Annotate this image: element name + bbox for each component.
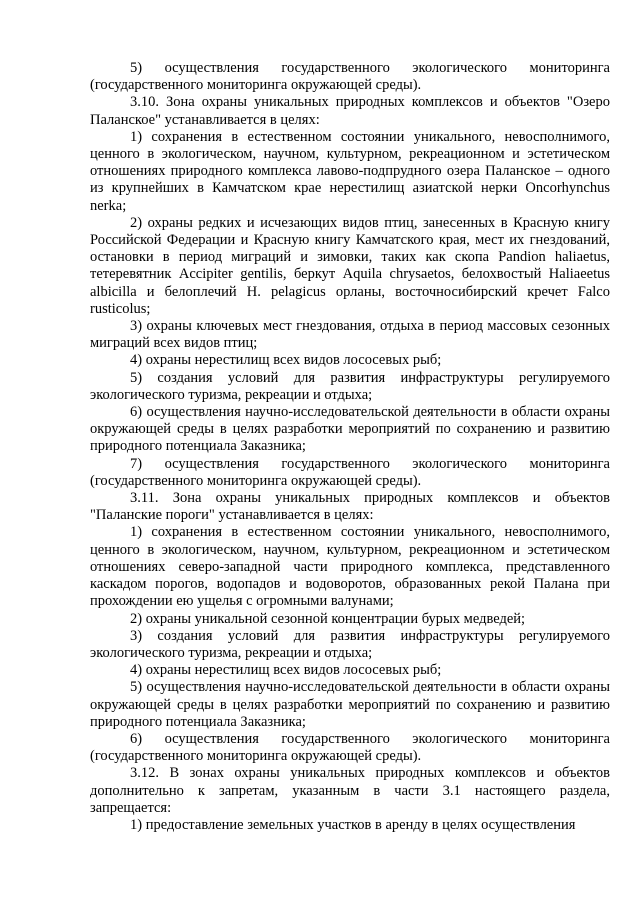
paragraph-item-2-bears: 2) охраны уникальной сезонной концентрации бурых медведей; <box>130 610 526 627</box>
paragraph-item-6-research: 6) осуществления научно-исследовательской деятельности в области охраны окружающей среды в целях разработки мероприятий по сохранению и развитию природного потенциала Заказника; <box>90 404 610 455</box>
paragraph-item-5-tourism: 5) создания условий для развития инфраструктуры регулируемого экологического туризма, рекреации и отдыха; <box>90 369 610 403</box>
paragraph-item-1-lake: 1) сохранения в естественном состоянии уникального, невосполнимого, ценного в экологическом, научном, культурном, рекреационном и эстетическом отношениях природного комплекса лавово-подпрудного озера Паланское – одного из крупнейших в Камчатском крае нерестилищ азиатской нерки Oncorhynchus nerka; <box>90 128 610 214</box>
paragraph-item-6-monitoring: 6) осуществления государственного экологического мониторинга (государственного мониторинга окружающей среды). <box>90 730 610 765</box>
paragraph-item-4-spawning: 4) охраны нерестилищ всех видов лососевых рыб; <box>130 352 442 369</box>
paragraph-item-4-spawning-2: 4) охраны нерестилищ всех видов лососевых рыб; <box>130 662 442 679</box>
paragraph-item-2-birds: 2) охраны редких и исчезающих видов птиц, занесенных в Красную книгу Российской Федерации и Красную книгу Камчатского края, мест их гнездований, остановки в период миграций и зимовки, таких как скопа Pandion haliaetus, тетеревятник Accipiter gentilis, беркут Aquila chrysaetos, белохвостый Haliaeetus albicilla и белоплечий H. pelagicus орланы, восточносибирский кречет Falco rusticolus; <box>90 214 610 317</box>
document-page <box>90 60 610 834</box>
paragraph-item-3-nesting: 3) охраны ключевых мест гнездования, отдыха в период массовых сезонных миграций всех видов птиц; <box>90 318 610 352</box>
paragraph-section-3-12: 3.12. В зонах охраны уникальных природных комплексов и объектов дополнительно к запретам, указанным в части 3.1 настоящего раздела, запрещается: <box>90 765 610 816</box>
paragraph-item-5-monitoring: 5) осуществления государственного экологического мониторинга (государственного мониторинга окружающей среды). <box>90 60 610 94</box>
paragraph-item-7-monitoring: 7) осуществления государственного экологического мониторинга (государственного мониторинга окружающей среды). <box>90 455 610 489</box>
paragraph-item-1-land-lease: 1) предоставление земельных участков в аренду в целях осуществления <box>130 816 576 833</box>
paragraph-section-3-10: 3.10. Зона охраны уникальных природных комплексов и объектов "Озеро Паланское" устанавливается в целях: <box>90 94 610 128</box>
paragraph-item-3-tourism: 3) создания условий для развития инфраструктуры регулируемого экологического туризма, рекреации и отдыха; <box>90 627 610 661</box>
paragraph-item-1-rapids: 1) сохранения в естественном состоянии уникального, невосполнимого, ценного в экологическом, научном, культурном, рекреационном и эстетическом отношениях северо-западной части природного комплекса, представленного каскадом порогов, водопадов и водоворотов, образованных рекой Палана при прохождении ею ущелья с огромными валунами; <box>90 524 610 610</box>
paragraph-item-5-research: 5) осуществления научно-исследовательской деятельности в области охраны окружающей среды в целях разработки мероприятий по сохранению и развитию природного потенциала Заказника; <box>90 679 610 730</box>
paragraph-section-3-11: 3.11. Зона охраны уникальных природных комплексов и объектов "Паланские пороги" устанавливается в целях: <box>90 490 610 524</box>
